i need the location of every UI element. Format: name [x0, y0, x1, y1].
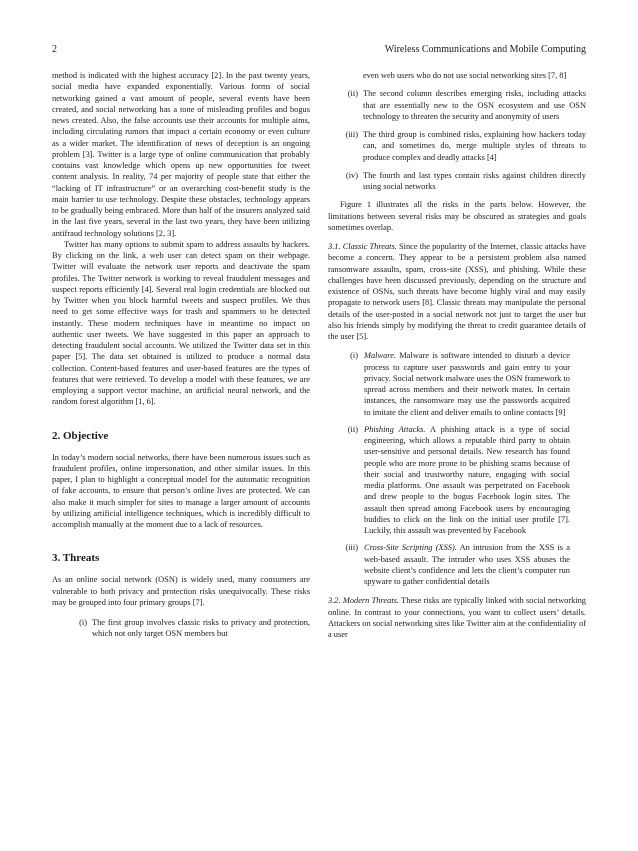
subsection-text-classic: Since the popularity of the Internet, classic attacks have become a concern. They appear to be a persistent problem also named ransomware assaults, spam, cross-site (XSS), and phishing. While these challenges have been discussed previously, depending on the structure and existence of OSNs, such threats have become highly viral and may easily propagate to network users [8]. Classic threats may manipulate the personal details of the user-posted in a social network not just to target the user but also his friends simply by modifying the threat to credit guarantee details of the user [5]. [328, 242, 586, 341]
paragraph-objective: In today’s modern social networks, there have been numerous issues such as fraudulent profiles, online impersonation, and other similar issues. In this paper, I plan to highlight a conceptual model for the automatic recognition of fake accounts, to ensure that person’s online lives are protected. We can also make it much simpler for sites to manage a larger amount of accounts by utilizing artificial intelligence techniques, which is incredibly difficult to accomplish manually at the moment due to a lack of resources. [52, 452, 310, 529]
threat-group-list-continued [328, 70, 586, 192]
list-item-body: Malware is software intended to disturb a device process to capture user passwords and gain entry to your privacy. Social network malware uses the OSN framework to spread across members and their network mates. In certain instances, the ransomware may use the passwords acquired to imitate the client and deliver emails to online contacts [9] [364, 351, 570, 417]
paragraph-intro-2: Twitter has many options to submit spam to address assaults by hackers. By clicking on the link, a web user can detect spam on their webpage. Twitter will evaluate the network user reports and deactivate the spam profiles. The Twitter network is working to reveal fraudulent messages and suspect reports efficiently [4]. Several real login credentials are blocked out by Twitter when you block harmful tweets and suspect profiles. We thus need to get some effective ways for trash and spammers to be detected instantly. These modern techniques have in meantime no impact on authentic user tweets. We have suggested in this paper an approach to detecting fraudulent social accounts. We utilized the Twitter data set in this paper [5]. The data set obtained is utilized to produce a normal data collection. Content-based features and user-based features are the types of features that were retrieved. To develop a model with these features, we are employing a support vector machine, an artificial neural network, and the random forest algorithm [1, 6]. [52, 239, 310, 407]
list-item-number: (iii) [345, 543, 358, 553]
subsection-title-classic: 3.1. Classic Threats. [328, 242, 397, 251]
right-column [328, 70, 586, 648]
list-item [52, 617, 310, 640]
list-item-number [328, 70, 363, 81]
subsection-text-modern: These risks are typically linked with social networking online. In contrast to your connections, you want to collect users’ details. Attackers on social networking sites like Twitter aim at the confidentiality of a user [328, 596, 586, 639]
list-item [328, 88, 586, 122]
list-item-number: (ii) [347, 424, 358, 434]
paragraph-intro-1: method is indicated with the highest accuracy [2]. In the past twenty years, social media have expanded exponentially. Various forms of social networking gained a vast amount of people, several events have been created, and social networking has a tone of misleading profiles and bogus news created. Also, the false accounts use their accounts for multiple aims, including circulating rumors that impact a certain economy or even culture as a wider market. The identification of news of deception is an ongoing problem [3]. Twitter is a large type of online communication that probably contains vast knowledge which opens up new opportunities for tweet content analysis. In reality, 74 per majority of people state that either the “lacking of IT infrastructure” or an overarching cost-benefit study is the main barrier to use technology. Despite these obstacles, technology appears to be gradually being embraced. More than half of the insurers analyzed said in the last five years, several in the last two years, they have been utilizing antifraud technology solutions [2, 3]. [52, 71, 310, 238]
classic-threat-list [328, 350, 586, 587]
running-head: Wireless Communications and Mobile Computing [384, 44, 586, 55]
list-item [328, 170, 586, 193]
list-item-body: A phishing attack is a type of social engineering, which allows a reputable third party to obtain user-sensitive and personal details. New research has found people who are more prone to be phishing scams because of their social and trustworthy nature, engaging with social media platforms. One assault was perpetrated on Facebook and drew people to the bogus Facebook login sites. The assault then spread among Facebook users by encouraging buddies to click on the link on the initial user profile [7]. Luckily, this assault was prevented by Facebook [364, 424, 570, 535]
list-item-body: An intrusion from the XSS is a web-based assault. The intruder who uses XSS abuses the website client’s confidence and lets the client’s computer run spyware to gather confidential details [364, 543, 570, 586]
paragraph-classic-threats [328, 241, 586, 342]
list-item-text: The second column describes emerging risks, including attacks that are essentially new to the OSN ecosystem and use OSN technology to threaten the security and anonymity of users [363, 89, 586, 121]
list-item-text: The fourth and last types contain risks against children directly using social networks [363, 170, 586, 191]
list-item-text [364, 350, 586, 418]
list-item-text [364, 542, 586, 587]
list-item-text: The third group is combined risks, explaining how hackers today can, and sometimes do, merge multiple styles of threats to produce complex and deadly attacks [4] [363, 130, 586, 162]
threat-group-list [52, 617, 310, 640]
list-item-text: even web users who do not use social networking sites [7, 8] [363, 71, 567, 80]
list-item-title: Malware. [364, 351, 397, 361]
list-item [328, 350, 586, 418]
paragraph-figure-reference: Figure 1 illustrates all the risks in the parts below. However, the limitations between several risks may be obscured as strategies and goals sometimes overlap. [328, 200, 586, 232]
list-item-text [364, 424, 586, 537]
list-item-number: (i) [79, 618, 87, 627]
list-item-number: (iv) [345, 170, 358, 180]
list-item [328, 542, 586, 587]
list-item-title: Cross-Site Scripting (XSS). [364, 543, 457, 553]
list-item-number: (ii) [347, 89, 358, 99]
list-item-title: Phishing Attacks. [364, 424, 426, 434]
page-number: 2 [52, 44, 57, 55]
paragraph-threats: As an online social network (OSN) is widely used, many consumers are vulnerable to both privacy and protection risks unequivocally. These risks may be grouped into four primary groups [7]. [52, 575, 310, 607]
subsection-title-modern: 3.2. Modern Threats. [328, 596, 400, 606]
list-item [328, 129, 586, 163]
heading-objective: 2. Objective [52, 429, 109, 442]
list-item [328, 424, 586, 537]
list-item-number: (i) [350, 351, 358, 361]
paragraph-modern-threats [328, 595, 586, 640]
list-item [328, 70, 586, 81]
heading-threats: 3. Threats [52, 552, 100, 565]
left-column [52, 70, 310, 647]
list-item-number: (iii) [345, 130, 358, 139]
list-item-text: The first group involves classic risks to privacy and protection, which not only target OSN members but [92, 618, 310, 639]
